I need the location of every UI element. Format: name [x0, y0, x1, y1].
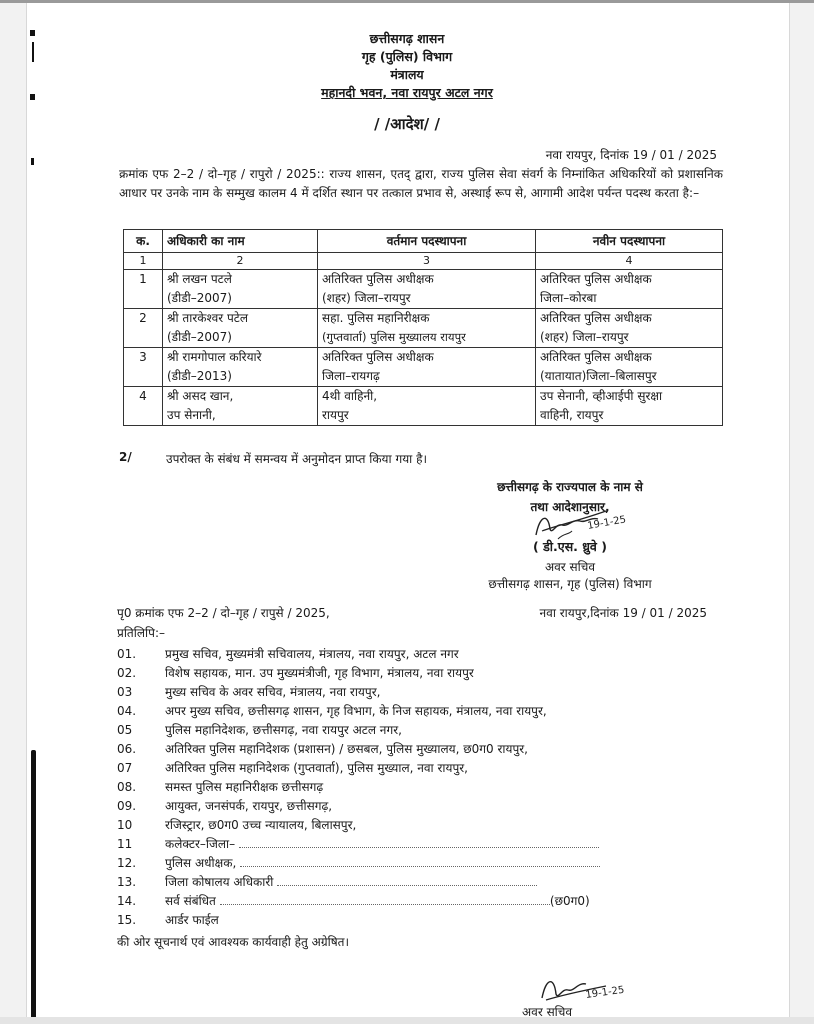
officer-designation: उप सेनानी,	[167, 408, 216, 422]
column-number: 3	[318, 253, 536, 270]
new-posting-location: (शहर) जिला–रायपुर	[540, 330, 629, 344]
list-item-text: प्रमुख सचिव, मुख्यमंत्री सचिवालय, मंत्रालय, नवा रायपुर, अटल नगर	[165, 647, 459, 661]
current-posting-location: जिला–रायगढ़	[322, 369, 380, 383]
ministry-label: मंत्रालय	[390, 67, 424, 82]
current-posting: अतिरिक्त पुलिस अधीक्षक	[322, 272, 434, 286]
list-item	[117, 721, 600, 740]
list-item	[117, 759, 600, 778]
officer-name: श्री तारकेश्वर पटेल	[167, 311, 248, 325]
list-item-number: 13.	[117, 875, 137, 889]
current-posting: अतिरिक्त पुलिस अधीक्षक	[322, 350, 434, 364]
by-order-line: तथा आदेशानुसार,	[530, 500, 610, 514]
endorsement-ref: पृ0 क्रमांक एफ 2–2 / दो–गृह / रापुसे / 2025,	[117, 606, 330, 620]
new-posting-location: (यातायात)जिला–बिलासपुर	[540, 369, 657, 383]
serial-number: 4	[124, 387, 163, 426]
bottom-signature-date: 19-1-25	[584, 984, 626, 1001]
officer-batch: (डीडी–2007)	[167, 291, 232, 305]
list-item	[117, 797, 600, 816]
list-item-text: आयुक्त, जनसंपर्क, रायपुर, छत्तीसगढ़,	[165, 799, 333, 813]
place-date: नवा रायपुर, दिनांक 19 / 01 / 2025	[545, 148, 717, 162]
signatory-department: छत्तीसगढ़ शासन, गृह (पुलिस) विभाग	[488, 577, 652, 591]
officer-name: श्री लखन पटले	[167, 272, 232, 286]
column-header: अधिकारी का नाम	[163, 230, 318, 253]
officer-batch: (डीडी–2013)	[167, 369, 232, 383]
closing-line: की ओर सूचनार्थ एवं आवश्यक कार्यवाही हेतु अग्रेषित।	[117, 935, 350, 949]
current-posting-location: (शहर) जिला–रायपुर	[322, 291, 411, 305]
list-item-number: 06.	[117, 742, 137, 756]
list-item	[117, 816, 600, 835]
list-item	[117, 911, 600, 930]
column-number: 4	[536, 253, 723, 270]
list-item-number: 09.	[117, 799, 137, 813]
list-item-text: रजिस्ट्रार, छ0ग0 उच्च न्यायालय, बिलासपुर,	[165, 818, 357, 832]
list-item-text: सर्व संबंधित	[165, 894, 216, 908]
list-item-number: 03	[117, 685, 133, 699]
officer-name: श्री असद खान,	[167, 389, 234, 403]
list-item-number: 05	[117, 723, 133, 737]
table-row	[124, 309, 723, 348]
list-item-text: विशेष सहायक, मान. उप मुख्यमंत्रीजी, गृह विभाग, मंत्रालय, नवा रायपुर	[165, 666, 474, 680]
column-header: क.	[124, 230, 163, 253]
endorsement-place-date: नवा रायपुर,दिनांक 19 / 01 / 2025	[539, 606, 707, 620]
list-item	[117, 645, 600, 664]
current-posting: 4थी वाहिनी,	[322, 389, 378, 403]
column-header: वर्तमान पदस्थापना	[318, 230, 536, 253]
list-item-text: जिला कोषालय अधिकारी	[165, 875, 274, 889]
list-item	[117, 892, 600, 911]
copy-label: प्रतिलिपि:–	[117, 626, 165, 640]
list-item-text: आर्डर फाईल	[165, 913, 219, 927]
governor-line: छत्तीसगढ़ के राज्यपाल के नाम से	[497, 480, 643, 494]
list-item-number: 04.	[117, 704, 137, 718]
list-item	[117, 873, 600, 892]
list-item	[117, 854, 600, 873]
blank-fill-line	[240, 854, 600, 867]
copy-to-list	[117, 645, 600, 930]
officer-batch: (डीडी–2007)	[167, 330, 232, 344]
list-item	[117, 664, 600, 683]
current-posting: सहा. पुलिस महानिरीक्षक	[322, 311, 430, 325]
table-row	[124, 270, 723, 309]
column-number: 2	[163, 253, 318, 270]
blank-fill-line	[220, 892, 550, 905]
bottom-signature-image	[536, 970, 646, 1006]
list-item-number: 07	[117, 761, 133, 775]
govt-name: छत्तीसगढ़ शासन	[369, 31, 445, 46]
address: महानदी भवन, नवा रायपुर अटल नगर	[321, 85, 493, 100]
table-header-row	[124, 230, 723, 253]
list-item-text: अतिरिक्त पुलिस महानिदेशक (प्रशासन) / छसबल, पुलिस मुख्यालय, छ0ग0 रायपुर,	[165, 742, 528, 756]
list-item	[117, 835, 600, 854]
list-item-suffix: (छ0ग0)	[549, 894, 590, 908]
table-row	[124, 348, 723, 387]
list-item	[117, 740, 600, 759]
new-posting: अतिरिक्त पुलिस अधीक्षक	[540, 311, 652, 325]
list-item-text: पुलिस महानिदेशक, छत्तीसगढ़, नवा रायपुर अटल नगर,	[165, 723, 402, 737]
new-posting-location: वाहिनी, रायपुर	[540, 408, 604, 422]
list-item-text: समस्त पुलिस महानिरीक्षक छत्तीसगढ़	[165, 780, 324, 794]
order-title: / /आदेश/ /	[374, 115, 440, 133]
officer-name: श्री रामगोपाल करियारे	[167, 350, 262, 364]
table-row	[124, 387, 723, 426]
scan-binding-edge	[31, 750, 36, 1017]
list-item-number: 02.	[117, 666, 137, 680]
column-number-row	[124, 253, 723, 270]
para-number: 2/	[119, 450, 132, 464]
list-item-number: 08.	[117, 780, 137, 794]
list-item	[117, 702, 600, 721]
department-name: गृह (पुलिस) विभाग	[361, 49, 453, 64]
list-item-text: कलेक्टर–जिला–	[165, 837, 236, 851]
list-item-text: पुलिस अधीक्षक,	[165, 856, 237, 870]
serial-number: 1	[124, 270, 163, 309]
list-item-number: 15.	[117, 913, 137, 927]
list-item-number: 12.	[117, 856, 137, 870]
signatory-designation: अवर सचिव	[544, 560, 596, 574]
new-posting: उप सेनानी, व्हीआईपी सुरक्षा	[540, 389, 663, 403]
list-item-number: 10	[117, 818, 133, 832]
posting-table	[123, 229, 723, 426]
new-posting: अतिरिक्त पुलिस अधीक्षक	[540, 272, 652, 286]
list-item-number: 11	[117, 837, 133, 851]
serial-number: 2	[124, 309, 163, 348]
list-item	[117, 778, 600, 797]
bottom-designation: अवर सचिव	[522, 1005, 573, 1019]
list-item-number: 01.	[117, 647, 137, 661]
viewer-bottom-strip	[0, 1017, 814, 1024]
list-item-text: मुख्य सचिव के अवर सचिव, मंत्रालय, नवा रायपुर,	[165, 685, 381, 699]
list-item	[117, 683, 600, 702]
column-header: नवीन पदस्थापना	[536, 230, 723, 253]
blank-fill-line	[277, 873, 537, 886]
list-item-number: 14.	[117, 894, 137, 908]
list-item-text: अतिरिक्त पुलिस महानिदेशक (गुप्तवार्ता), पुलिस मुख्याल, नवा रायपुर,	[165, 761, 468, 775]
current-posting-location: (गुप्तवार्ता) पुलिस मुख्यालय रायपुर	[322, 330, 466, 344]
new-posting-location: जिला–कोरबा	[540, 291, 597, 305]
intro-paragraph: क्रमांक एफ 2–2 / दो–गृह / रापुरो / 2025:: राज्य शासन, एतद् द्वारा, राज्य पुलिस सेवा संवर्ग के निम्नांकित अधिकरियों को प्रशासनिक आधार पर उनके नाम के सम्मुख कालम 4 में दर्शित स्थान पर तत्काल प्रभाव से, अस्थाई रूप से, आगामी आदेश पर्यन्त पदस्थ करता है:–	[119, 167, 723, 200]
scan-mark	[31, 158, 34, 165]
approval-note: उपरोक्त के संबंध में समन्वय में अनुमोदन प्राप्त किया गया है।	[166, 452, 427, 466]
serial-number: 3	[124, 348, 163, 387]
signature-date: 19-1-25	[586, 514, 627, 532]
column-number: 1	[124, 253, 163, 270]
new-posting: अतिरिक्त पुलिस अधीक्षक	[540, 350, 652, 364]
list-item-text: अपर मुख्य सचिव, छत्तीसगढ़ शासन, गृह विभाग, के निज सहायक, मंत्रालय, नवा रायपुर,	[165, 704, 547, 718]
blank-fill-line	[239, 835, 599, 848]
signatory-name: ( डी.एस. ध्रुवे )	[533, 539, 607, 554]
current-posting-location: रायपुर	[322, 408, 349, 422]
